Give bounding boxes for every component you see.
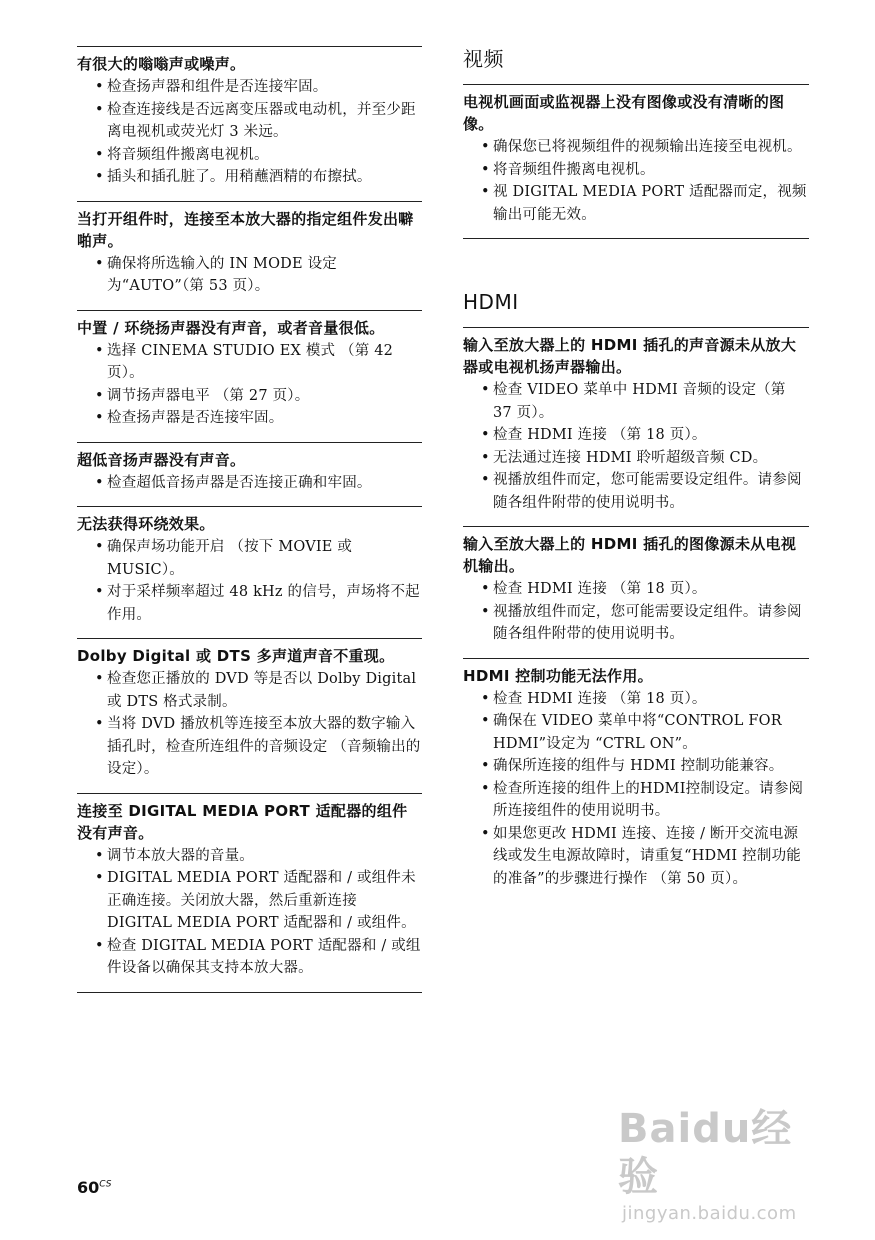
bullet-list [77,845,422,980]
bullet-list [463,578,809,646]
list-item: • 将音频组件搬离电视机。 [463,159,809,182]
section-title: 有很大的嗡嗡声或噪声。 [77,55,246,73]
section-digital-media-port [77,793,422,993]
bullet-list [77,76,422,189]
list-item: • 无法通过连接 HDMI 聆听超级音频 CD。 [463,447,809,470]
bullet-list [77,340,422,430]
list-item: • 检查 HDMI 连接 （第 18 页）。 [463,578,809,601]
section-title: 超低音扬声器没有声音。 [77,450,246,469]
list-item: • 检查您正播放的 DVD 等是否以 Dolby Digital 或 DTS 格式录制。 [77,668,422,713]
section-title: 当打开组件时，连接至本放大器的指定组件发出噼啪声。 [77,209,414,250]
section-title: 输入至放大器上的 HDMI 插孔的声音源未从放大器或电视机扬声器输出。 [463,336,797,376]
section-hdmi-audio [463,327,809,526]
bullet-list [77,668,422,781]
section-surround-effect [77,506,422,638]
list-item: • 确保声场功能开启 （按下 MOVIE 或 MUSIC）。 [77,536,422,581]
section-no-picture [463,84,809,239]
list-item: • 检查扬声器是否连接牢固。 [77,407,422,430]
list-item: • 将音频组件搬离电视机。 [77,144,422,167]
section-popping-noise [77,201,422,310]
bullet-list [463,136,809,226]
page-number-suffix: CS [99,1179,112,1190]
list-item: • DIGITAL MEDIA PORT 适配器和 / 或组件未正确连接。关闭放大器，然后重新连接 DIGITAL MEDIA PORT 适配器和 / 或组件。 [77,867,422,935]
list-item: • 确保您已将视频组件的视频输出连接至电视机。 [463,136,809,159]
list-item: • 检查 VIDEO 菜单中 HDMI 音频的设定（第 37 页）。 [463,379,809,424]
baidu-watermark [618,1105,828,1224]
list-item: • 检查 HDMI 连接 （第 18 页）。 [463,424,809,447]
section-subwoofer [77,442,422,507]
section-title: 连接至 DIGITAL MEDIA PORT 适配器的组件没有声音。 [77,801,408,842]
list-item: • 视播放组件而定，您可能需要设定组件。请参阅随各组件附带的使用说明书。 [463,469,809,514]
right-column [463,46,809,902]
list-item: • 检查 DIGITAL MEDIA PORT 适配器和 / 或组件设备以确保其支持本放大器。 [77,935,422,980]
section-title: 无法获得环绕效果。 [77,515,215,533]
watermark-url: jingyan.baidu.com [622,1203,797,1224]
bullet-list [77,253,422,298]
list-item: • 调节扬声器电平 （第 27 页）。 [77,385,422,408]
section-center-surround [77,310,422,442]
section-hdmi-control [463,658,809,903]
video-heading: 视频 [463,47,504,71]
list-item: • 调节本放大器的音量。 [77,845,422,868]
list-item: • 视 DIGITAL MEDIA PORT 适配器而定，视频输出可能无效。 [463,181,809,226]
section-title: 电视机画面或监视器上没有图像或没有清晰的图像。 [463,93,785,133]
list-item: • 检查扬声器和组件是否连接牢固。 [77,76,422,99]
list-item: • 视播放组件而定，您可能需要设定组件。请参阅随各组件附带的使用说明书。 [463,601,809,646]
list-item: • 确保在 VIDEO 菜单中将“CONTROL FOR HDMI”设定为 “CTRL ON”。 [463,710,809,755]
hdmi-heading: HDMI [463,290,519,314]
list-item: • 如果您更改 HDMI 连接、连接 / 断开交流电源线或发生电源故障时，请重复“HDMI 控制功能的准备”的步骤进行操作 （第 50 页）。 [463,823,809,891]
bullet-list [463,688,809,891]
list-item: • 对于采样频率超过 48 kHz 的信号，声场将不起作用。 [77,581,422,626]
section-title: 输入至放大器上的 HDMI 插孔的图像源未从电视机输出。 [463,535,797,575]
list-item: • 确保将所选输入的 IN MODE 设定为“AUTO”（第 53 页）。 [77,253,422,298]
bullet-list [77,536,422,626]
spacer [463,239,809,289]
left-column [77,46,422,993]
bullet-list [77,472,422,495]
page-number [77,1178,111,1197]
section-dolby-dts [77,638,422,793]
list-item: • 检查连接线是否远离变压器或电动机，并至少距离电视机或荧光灯 3 米远。 [77,99,422,144]
list-item: • 确保所连接的组件与 HDMI 控制功能兼容。 [463,755,809,778]
page-number-value: 60 [77,1178,100,1197]
list-item: • 选择 CINEMA STUDIO EX 模式 （第 42 页）。 [77,340,422,385]
bullet-list [463,379,809,514]
section-title: HDMI 控制功能无法作用。 [463,666,653,685]
list-item: • 检查 HDMI 连接 （第 18 页）。 [463,688,809,711]
list-item: • 当将 DVD 播放机等连接至本放大器的数字输入插孔时，检查所连组件的音频设定 （音频输出的设定）。 [77,713,422,781]
section-hum-noise [77,46,422,201]
section-hdmi-image [463,526,809,658]
list-item: • 检查超低音扬声器是否连接正确和牢固。 [77,472,422,495]
list-item: • 插头和插孔脏了。用稍蘸酒精的布擦拭。 [77,166,422,189]
section-title: Dolby Digital 或 DTS 多声道声音不重现。 [77,647,395,665]
list-item: • 检查所连接的组件上的HDMI控制设定。请参阅所连接组件的使用说明书。 [463,778,809,823]
section-title: 中置 / 环绕扬声器没有声音，或者音量很低。 [77,318,385,337]
watermark-logo: Baidu经验 [618,1106,793,1200]
